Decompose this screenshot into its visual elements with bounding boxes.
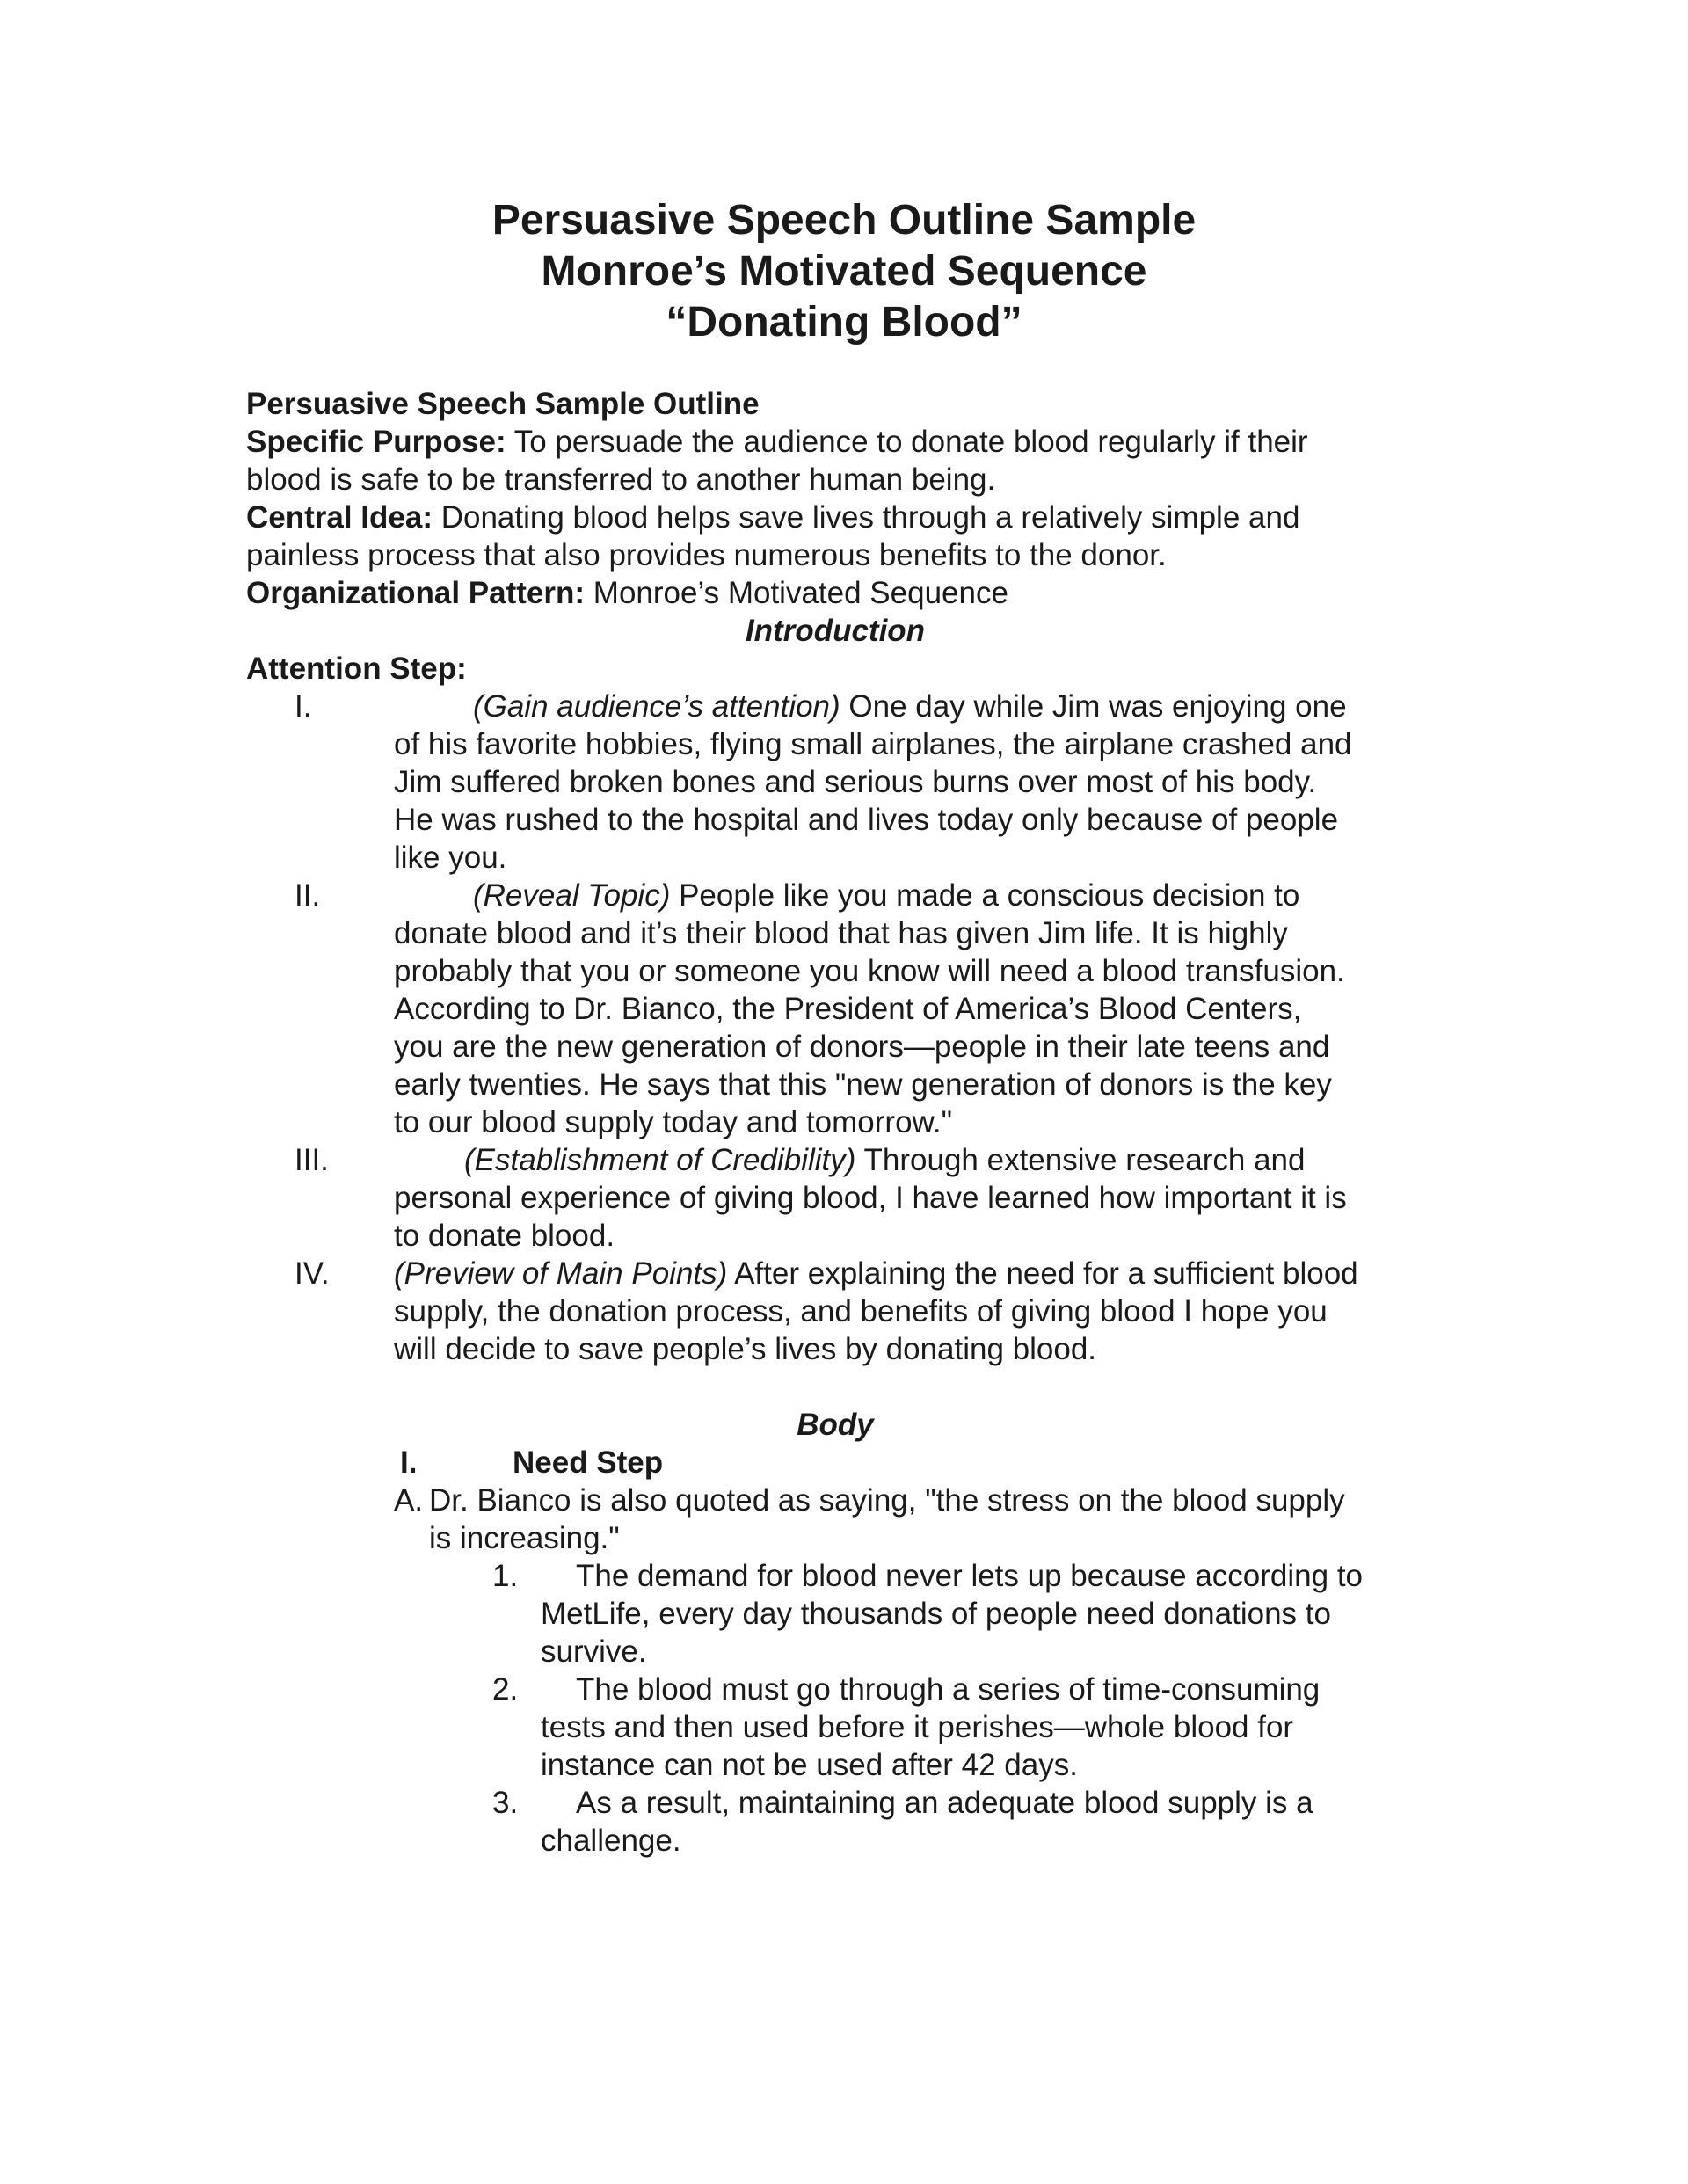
subpoint-a-line: Dr. Bianco is also quoted as saying, "the stress on the blood supply bbox=[429, 1483, 1345, 1518]
intro-item-2 bbox=[246, 877, 1477, 1141]
central-idea-cont: painless process that also provides numerous benefits to the donor. bbox=[246, 538, 1167, 572]
intro-item-line: you are the new generation of donors—people in their late teens and bbox=[394, 1030, 1330, 1064]
intro-item-line: will decide to save people’s lives by donating blood. bbox=[394, 1332, 1097, 1366]
point-line: instance can not be used after 42 days. bbox=[541, 1748, 1078, 1782]
outline-label: Persuasive Speech Sample Outline bbox=[246, 387, 760, 421]
title-line-1: Persuasive Speech Outline Sample bbox=[491, 197, 1197, 244]
point-number: 3. bbox=[492, 1786, 519, 1820]
intro-item-first-text: After explaining the need for a sufficient blood bbox=[727, 1256, 1358, 1291]
intro-item-tag: (Reveal Topic) bbox=[473, 878, 671, 913]
intro-item-line: to our blood supply today and tomorrow." bbox=[394, 1105, 953, 1139]
document-title bbox=[0, 195, 1688, 348]
need-point-2 bbox=[492, 1671, 1477, 1784]
need-step-label: Need Step bbox=[513, 1445, 664, 1480]
intro-item-4 bbox=[246, 1255, 1477, 1368]
specific-purpose-text: To persuade the audience to donate blood regularly if their bbox=[506, 425, 1308, 459]
intro-item-first-text: One day while Jim was enjoying one bbox=[840, 689, 1347, 724]
title-line-3: “Donating Blood” bbox=[666, 299, 1022, 346]
intro-item-numeral: I. bbox=[295, 689, 312, 724]
intro-item-1 bbox=[246, 688, 1477, 877]
org-pattern-label: Organizational Pattern: bbox=[246, 576, 586, 610]
intro-item-line: According to Dr. Bianco, the President of America’s Blood Centers, bbox=[394, 992, 1302, 1026]
intro-item-line: personal experience of giving blood, I have learned how important it is bbox=[394, 1181, 1347, 1215]
specific-purpose bbox=[246, 423, 1477, 461]
intro-item-line: probably that you or someone you know will need a blood transfusion. bbox=[394, 954, 1345, 988]
intro-item-line: like you. bbox=[394, 841, 507, 875]
intro-item-3 bbox=[246, 1141, 1477, 1255]
intro-item-numeral: III. bbox=[295, 1143, 329, 1177]
introduction-heading: Introduction bbox=[745, 614, 926, 648]
section-gap bbox=[246, 1368, 1477, 1406]
central-idea bbox=[246, 499, 1477, 536]
intro-item-tag: (Gain audience’s attention) bbox=[473, 689, 840, 724]
point-line: challenge. bbox=[541, 1824, 681, 1858]
intro-item-first-text: Through extensive research and bbox=[855, 1143, 1306, 1177]
intro-item-first-line bbox=[394, 688, 1431, 725]
specific-purpose-cont: blood is safe to be transferred to another human being. bbox=[246, 462, 996, 497]
point-number: 1. bbox=[492, 1559, 519, 1593]
intro-item-first-line bbox=[394, 1255, 1431, 1292]
point-line: tests and then used before it perishes—whole blood for bbox=[541, 1710, 1294, 1744]
need-point-3 bbox=[492, 1784, 1477, 1860]
intro-item-line: early twenties. He says that this "new generation of donors is the key bbox=[394, 1067, 1332, 1102]
title-line-2: Monroe’s Motivated Sequence bbox=[541, 248, 1147, 295]
need-point-1 bbox=[492, 1557, 1477, 1671]
attention-step-label: Attention Step: bbox=[246, 652, 467, 686]
point-number: 2. bbox=[492, 1672, 519, 1707]
central-idea-text: Donating blood helps save lives through a relatively simple and bbox=[433, 500, 1300, 535]
org-pattern-text: Monroe’s Motivated Sequence bbox=[585, 576, 1008, 610]
point-first-text: As a result, maintaining an adequate blood supply is a bbox=[576, 1786, 1313, 1820]
intro-item-line: supply, the donation process, and benefits of giving blood I hope you bbox=[394, 1294, 1328, 1329]
intro-item-numeral: II. bbox=[295, 878, 321, 913]
point-line: MetLife, every day thousands of people need donations to bbox=[541, 1597, 1331, 1631]
intro-item-first-line bbox=[394, 877, 1431, 914]
intro-item-first-line bbox=[394, 1141, 1431, 1179]
intro-item-numeral: IV. bbox=[295, 1256, 330, 1291]
need-subpoint-a bbox=[394, 1481, 1477, 1557]
point-first-line bbox=[541, 1671, 1477, 1708]
specific-purpose-label: Specific Purpose: bbox=[246, 425, 506, 459]
point-first-text: The blood must go through a series of time-consuming bbox=[576, 1672, 1321, 1707]
subpoint-a-line: is increasing." bbox=[429, 1521, 620, 1555]
organizational-pattern bbox=[246, 574, 1477, 612]
need-step-numeral: I. bbox=[400, 1445, 418, 1480]
intro-item-line: to donate blood. bbox=[394, 1219, 615, 1253]
intro-item-line: Jim suffered broken bones and serious burns over most of his body. bbox=[394, 765, 1317, 799]
intro-item-line: He was rushed to the hospital and lives today only because of people bbox=[394, 803, 1339, 837]
point-line: survive. bbox=[541, 1634, 647, 1669]
subpoint-letter: A. bbox=[394, 1483, 424, 1518]
intro-item-first-text: People like you made a conscious decision to bbox=[670, 878, 1300, 913]
central-idea-label: Central Idea: bbox=[246, 500, 433, 535]
intro-item-line: of his favorite hobbies, flying small airplanes, the airplane crashed and bbox=[394, 727, 1352, 761]
point-first-line bbox=[541, 1784, 1477, 1822]
point-first-line bbox=[541, 1557, 1477, 1595]
need-step-heading bbox=[400, 1444, 1477, 1481]
intro-item-tag: (Establishment of Credibility) bbox=[464, 1143, 856, 1177]
intro-item-line: donate blood and it’s their blood that has given Jim life. It is highly bbox=[394, 916, 1288, 950]
intro-item-tag: (Preview of Main Points) bbox=[394, 1256, 728, 1291]
outline-content bbox=[246, 385, 1477, 1860]
point-first-text: The demand for blood never lets up because according to bbox=[576, 1559, 1364, 1593]
body-heading: Body bbox=[797, 1408, 874, 1442]
